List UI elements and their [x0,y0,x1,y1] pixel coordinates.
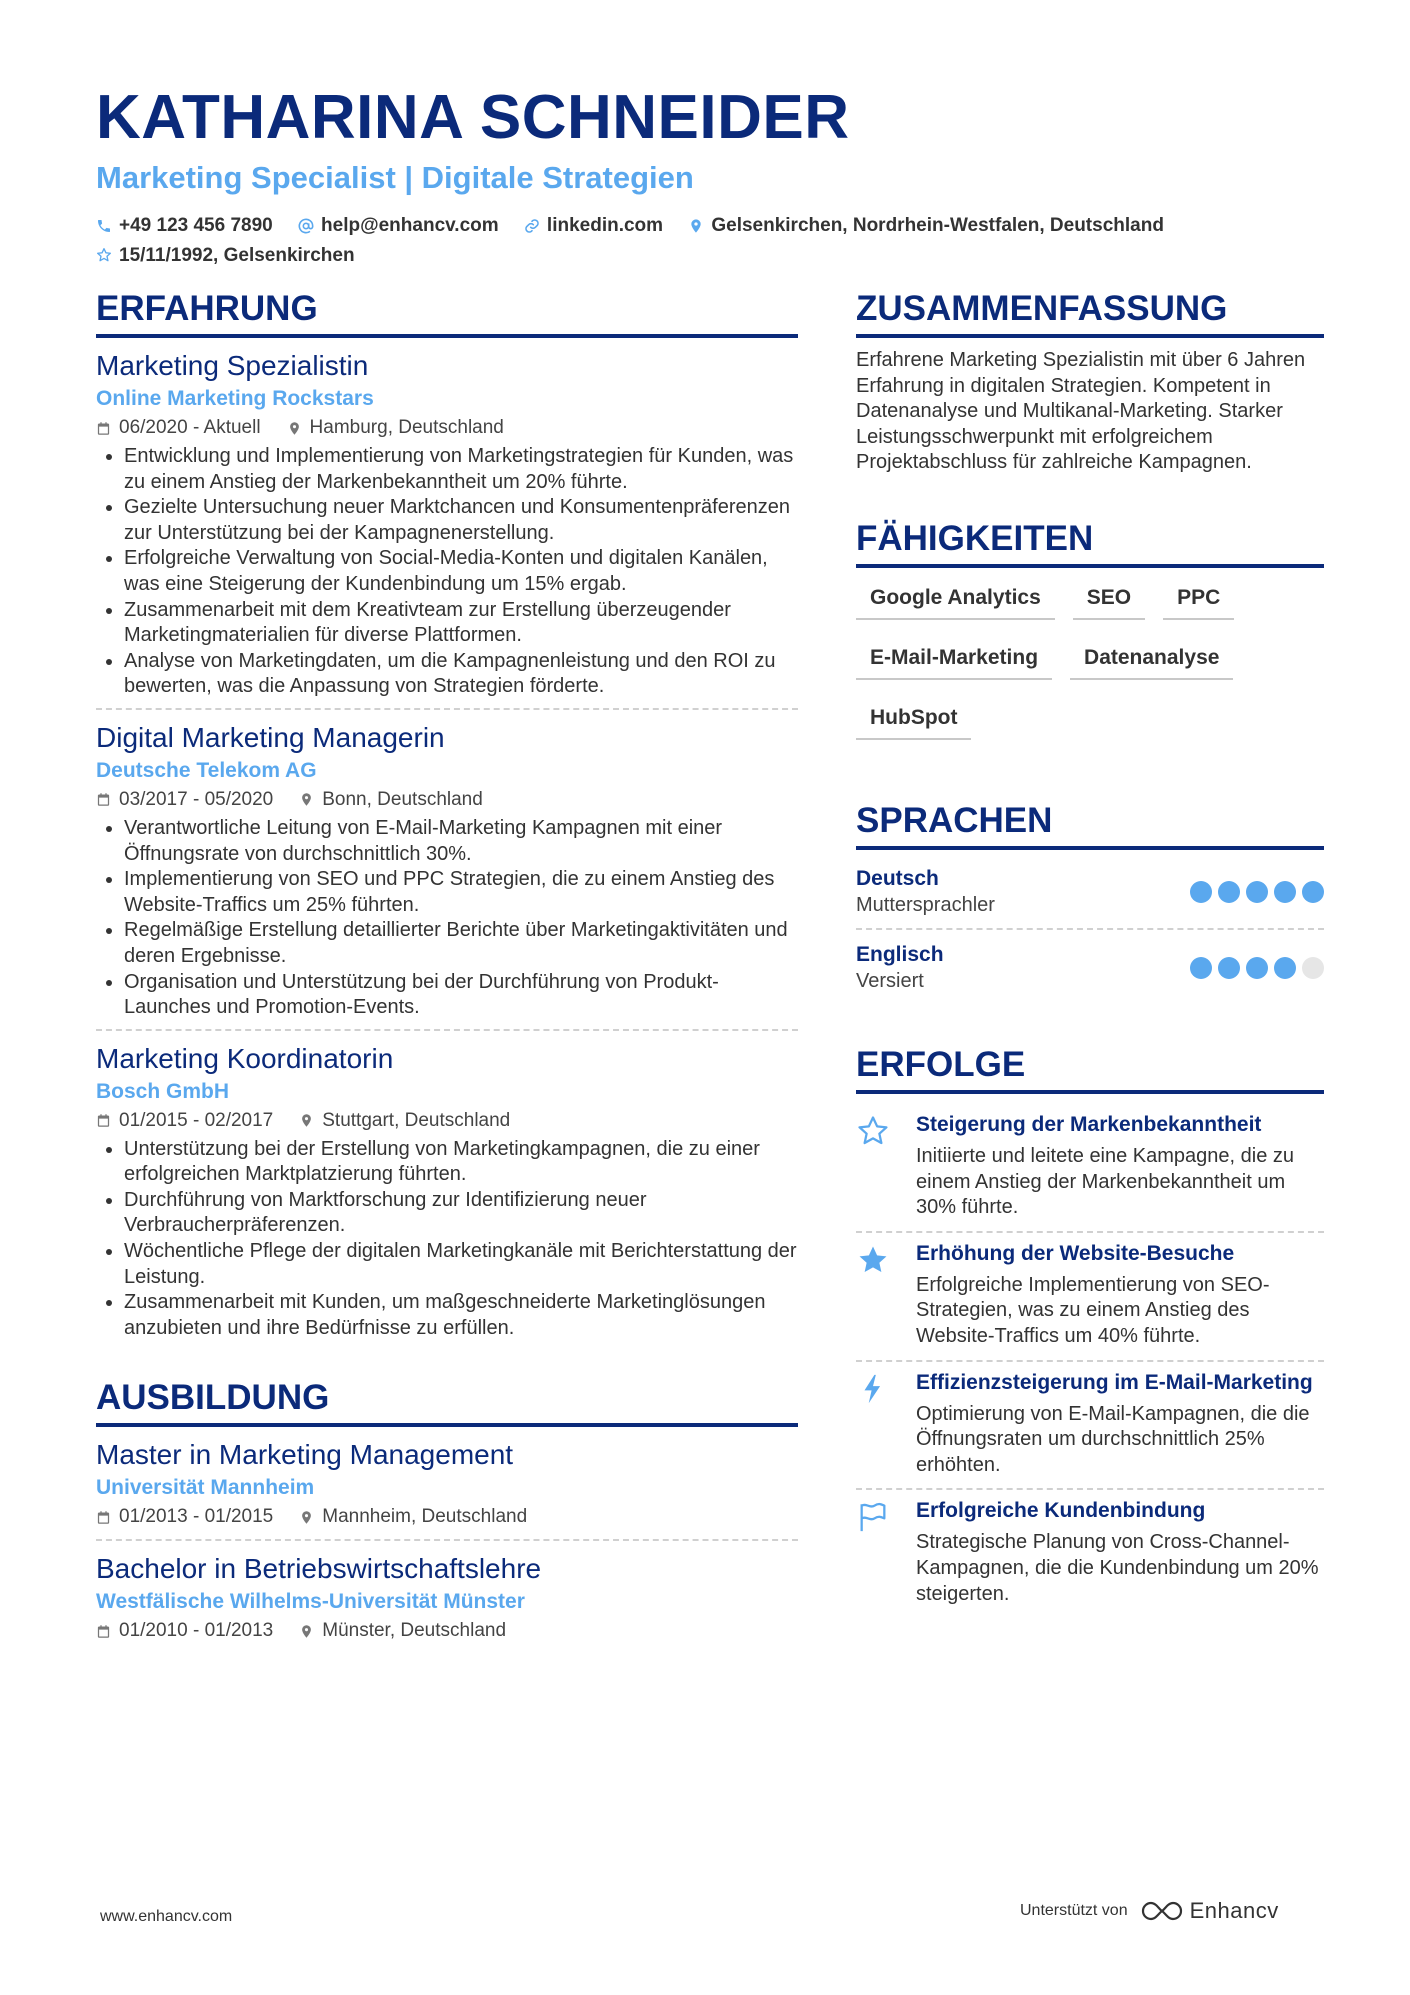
language-name: Deutsch [856,866,939,890]
achievement-item [856,1490,1324,1617]
education-meta [96,1617,798,1645]
language-item [856,860,1324,930]
candidate-name: KATHARINA SCHNEIDER [96,83,850,152]
school-name: Universität Mannheim [96,1476,315,1500]
achievement-desc: Initiierte und leitete eine Kampagne, die zu einem Anstieg der Markenbekanntheit um 30% führte. [916,1144,1295,1219]
location-pin-icon [299,1510,314,1525]
language-rating [1184,957,1324,979]
job-bullets [96,1137,798,1342]
bullet-item: • Analyse von Marketingdaten, um die Kampagnenleistung und den ROI zu bewerten, was die Anpassung von Strategien förderte. [124,649,798,700]
job-meta [96,786,798,814]
location-pin-icon [299,1624,314,1639]
calendar-icon [96,421,111,436]
achievement-title: Erfolgreiche Kundenbindung [916,1499,1206,1523]
skills-list [856,580,1324,760]
experience-heading: ERFAHRUNG [96,288,798,338]
location-pin-icon [688,218,704,234]
job-meta [96,1107,798,1135]
flag-icon [856,1500,890,1534]
email-text: help@enhancv.com [321,215,499,236]
bullet-item: • Gezielte Untersuchung neuer Marktchancen und Konsumentenpräferenzen zur Unterstützung bei der Kampagnenerstellung. [124,495,798,546]
language-item [856,936,1324,1004]
rating-dot-filled [1246,881,1268,903]
rating-dot-filled [1190,957,1212,979]
bullet-item: • Zusammenarbeit mit dem Kreativteam zur Erstellung überzeugender Marketingmaterialien für diverse Plattformen. [124,598,798,649]
left-column [96,288,798,1663]
resume-header [96,82,1326,271]
education-heading: AUSBILDUNG [96,1377,798,1427]
bullet-item: • Implementierung von SEO und PPC Strategien, die zu einem Anstieg des Website-Traffics um 25% führten. [124,867,798,918]
contact-birth [96,242,355,269]
rating-dot-empty [1302,957,1324,979]
job-bullets [96,444,798,700]
skill-tag: SEO [1073,580,1145,620]
job-dates: 03/2017 - 05/2020 [119,788,274,810]
degree-title: Master in Marketing Management [96,1439,514,1471]
bullet-item: • Zusammenarbeit mit Kunden, um maßgeschneiderte Marketinglösungen anzubieten und ihre Bedürfnisse zu erfüllen. [124,1290,798,1341]
skill-tag: Datenanalyse [1070,640,1233,680]
job-location: Bonn, Deutschland [322,788,483,810]
job-dates: 01/2015 - 02/2017 [119,1109,274,1131]
at-icon [298,218,314,234]
calendar-icon [96,792,111,807]
degree-title: Bachelor in Betriebswirtschaftslehre [96,1553,542,1585]
achievement-desc: Optimierung von E-Mail-Kampagnen, die die Öffnungsraten um durchschnittlich 25% erhöhten. [916,1402,1310,1476]
location-text: Gelsenkirchen, Nordrhein-Westfalen, Deutschland [711,215,1164,236]
job-dates: 06/2020 - Aktuell [119,417,261,438]
skills-heading: FÄHIGKEITEN [856,518,1324,568]
education-location: Münster, Deutschland [322,1620,507,1642]
candidate-title: Marketing Specialist | Digitale Strategien [96,160,694,195]
bullet-item: • Durchführung von Marktforschung zur Identifizierung neuer Verbraucherpräferenzen. [124,1188,798,1239]
calendar-icon [96,1113,111,1128]
bullet-item: • Organisation und Unterstützung bei der Durchführung von Produkt-Launches und Promotion-Events. [124,970,798,1021]
rating-dot-filled [1218,957,1240,979]
summary-text: Erfahrene Marketing Spezialistin mit über 6 Jahren Erfahrung in digitalen Strategien. Kompetent in Datenanalyse und Multikanal-Marketing. Starker Leistungsschwerpunkt mit erfolgreichem Projektabschluss für zahlreiche Kampagnen. [856,349,1306,474]
skill-tag: PPC [1163,580,1234,620]
bullet-item: • Entwicklung und Implementierung von Marketingstrategien für Kunden, was zu einem Anstieg der Markenbekanntheit um 20% führte. [124,444,798,495]
phone-text: +49 123 456 7890 [119,215,273,236]
company-name: Deutsche Telekom AG [96,758,317,782]
bullet-item: • Regelmäßige Erstellung detaillierter Berichte über Marketingaktivitäten und deren Ergebnisse. [124,918,798,969]
contact-linkedin[interactable] [524,212,663,239]
linkedin-text: linkedin.com [546,215,664,236]
rating-dot-filled [1274,957,1296,979]
lightning-icon [856,1372,890,1406]
job-location: Stuttgart, Deutschland [322,1109,511,1131]
education-dates: 01/2013 - 01/2015 [119,1506,274,1528]
skill-tag: Google Analytics [856,580,1055,620]
languages-heading: SPRACHEN [856,800,1324,850]
summary-heading: ZUSAMMENFASSUNG [856,288,1324,338]
education-location: Mannheim, Deutschland [322,1506,528,1528]
contact-email[interactable] [298,212,499,239]
phone-icon [96,218,112,234]
bullet-item: • Unterstützung bei der Erstellung von Marketingkampagnen, die zu einer erfolgreichen Marktplatzierung führten. [124,1137,798,1188]
achievement-item [856,1104,1324,1233]
achievement-title: Effizienzsteigerung im E-Mail-Marketing [916,1370,1313,1394]
location-pin-icon [287,421,302,436]
birth-text: 15/11/1992, Gelsenkirchen [119,244,355,266]
rating-dot-filled [1246,957,1268,979]
powered-by-text: Unterstützt von [1020,1902,1128,1919]
achievement-title: Steigerung der Markenbekanntheit [916,1112,1262,1136]
job-location: Hamburg, Deutschland [309,417,504,438]
calendar-icon [96,1510,111,1525]
company-name: Online Marketing Rockstars [96,387,374,410]
education-dates: 01/2010 - 01/2013 [119,1620,274,1642]
skill-tag: E-Mail-Marketing [856,640,1052,680]
company-name: Bosch GmbH [96,1079,230,1103]
achievements-heading: ERFOLGE [856,1044,1324,1094]
school-name: Westfälische Wilhelms-Universität Münster [96,1590,525,1614]
job-bullets [96,816,798,1021]
star-outline-icon [856,1114,890,1148]
calendar-icon [96,1624,111,1639]
brand-name: Enhancv [1189,1898,1279,1923]
education-entry [96,1551,798,1653]
job-entry [96,1041,798,1350]
location-pin-icon [299,792,314,807]
job-entry [96,348,798,710]
contact-phone [96,212,273,239]
location-pin-icon [299,1113,314,1128]
language-level: Versiert [856,969,924,992]
footer-website[interactable]: www.enhancv.com [100,1908,233,1925]
contact-list [96,212,1326,271]
achievement-desc: Erfolgreiche Implementierung von SEO-Strategien, was zu einem Anstieg des Website-Traffics um 40% führte. [916,1273,1270,1347]
star-filled-icon [856,1243,890,1277]
job-title: Marketing Koordinatorin [96,1042,394,1074]
job-entry [96,720,798,1031]
link-icon [524,218,540,234]
achievement-desc: Strategische Planung von Cross-Channel-Kampagnen, die die Kundenbindung um 20% steigerten. [916,1531,1319,1605]
education-entry [96,1437,798,1541]
rating-dot-filled [1274,881,1296,903]
footer-brand [1020,1898,1279,1924]
right-column [856,288,1324,1617]
education-meta [96,1503,798,1531]
bullet-item: • Erfolgreiche Verwaltung von Social-Media-Konten und digitalen Kanälen, was eine Steigerung der Kundenbindung um 15% ergab. [124,546,798,597]
job-title: Marketing Spezialistin [96,350,369,381]
achievement-item [856,1233,1324,1362]
rating-dot-filled [1302,881,1324,903]
job-meta [96,414,798,442]
rating-dot-filled [1190,881,1212,903]
job-title: Digital Marketing Managerin [96,721,445,753]
achievement-item [856,1362,1324,1491]
rating-dot-filled [1218,881,1240,903]
enhancv-logo-icon [1140,1900,1184,1922]
bullet-item: • Wöchentliche Pflege der digitalen Marketingkanäle mit Berichterstattung der Leistung. [124,1239,798,1290]
language-rating [1184,881,1324,903]
language-name: Englisch [856,942,944,966]
bullet-item: • Verantwortliche Leitung von E-Mail-Marketing Kampagnen mit einer Öffnungsrate von durchschnittlich 30%. [124,816,798,867]
contact-location [688,212,1164,239]
skill-tag: HubSpot [856,700,971,740]
achievement-title: Erhöhung der Website-Besuche [916,1241,1235,1265]
language-level: Muttersprachler [856,893,995,916]
star-outline-icon [96,247,112,263]
